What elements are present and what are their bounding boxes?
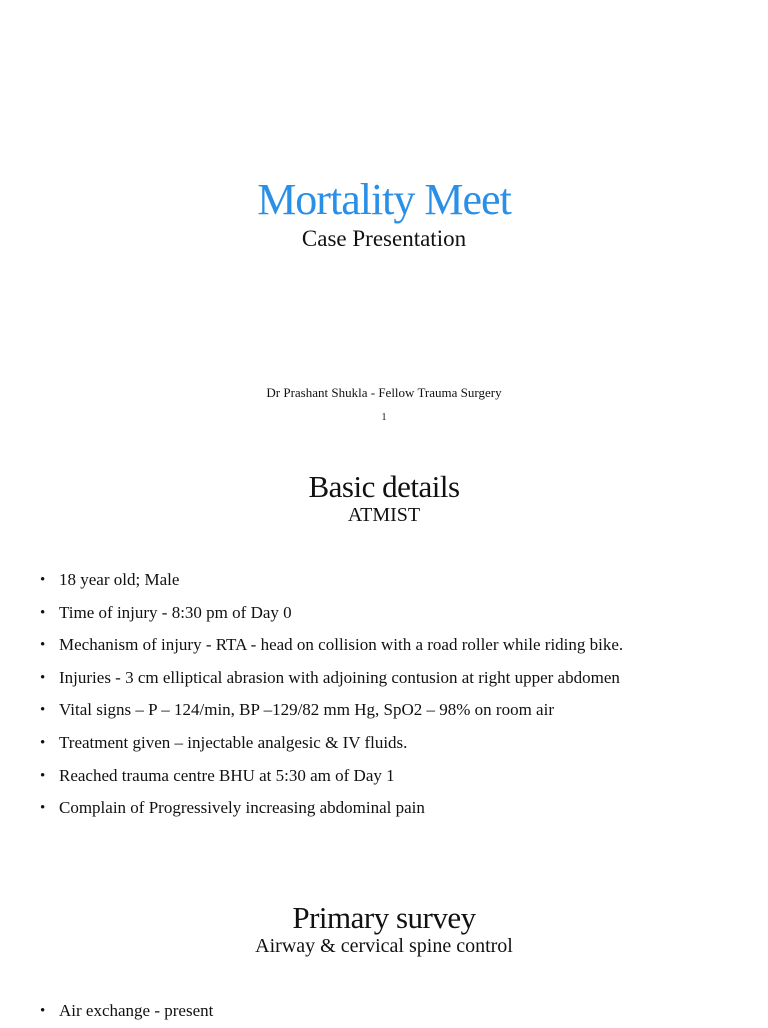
list-item-text: Reached trauma centre BHU at 5:30 am of Day 1 (59, 765, 395, 785)
list-item (40, 662, 760, 695)
list-item-text: Time of injury - 8:30 pm of Day 0 (59, 602, 292, 622)
list-item (40, 792, 760, 825)
bullet-dot-icon: • (40, 1003, 46, 1019)
bullet-list (40, 995, 760, 1028)
list-item (40, 629, 760, 662)
list-item-text: Mechanism of injury - RTA - head on collision with a road roller while riding bike. (59, 635, 624, 655)
list-item (40, 564, 760, 597)
primary-survey-slide (0, 880, 768, 1024)
section-subtitle: Airway & cervical spine control (255, 935, 513, 957)
bullet-dot-icon: • (40, 637, 46, 654)
list-item-text: Treatment given – injectable analgesic & IV fluids. (59, 732, 408, 752)
list-item (40, 995, 760, 1028)
bullet-dot-icon: • (40, 604, 46, 621)
list-item (40, 694, 760, 727)
list-item-text: 18 year old; Male (59, 570, 180, 589)
bullet-list (40, 564, 760, 825)
list-item-text: Injuries - 3 cm elliptical abrasion with adjoining contusion at right upper abdomen (59, 667, 620, 687)
list-item-text: Complain of Progressively increasing abdominal pain (59, 798, 425, 818)
section-title: Basic details (308, 469, 460, 504)
list-item (40, 597, 760, 630)
section-subtitle: ATMIST (347, 504, 421, 526)
list-item-text: Vital signs – P – 124/min, BP –129/82 mm Hg, SpO2 – 98% on room air (59, 700, 554, 720)
presentation-title: Mortality Meet (257, 175, 511, 224)
bullet-dot-icon: • (40, 734, 46, 751)
page-number: 1 (381, 412, 387, 423)
list-item (40, 760, 760, 793)
author-line: Dr Prashant Shukla - Fellow Trauma Surgery (266, 385, 502, 400)
section-title: Primary survey (292, 900, 476, 935)
bullet-dot-icon: • (40, 572, 46, 588)
bullet-dot-icon: • (40, 669, 46, 686)
bullet-dot-icon: • (40, 800, 46, 817)
title-slide (0, 0, 768, 440)
bullet-dot-icon: • (40, 702, 46, 719)
list-item-text: Air exchange - present (59, 1001, 214, 1020)
presentation-subtitle: Case Presentation (301, 226, 467, 251)
list-item (40, 727, 760, 760)
bullet-dot-icon: • (40, 767, 46, 784)
basic-details-slide (0, 440, 768, 880)
